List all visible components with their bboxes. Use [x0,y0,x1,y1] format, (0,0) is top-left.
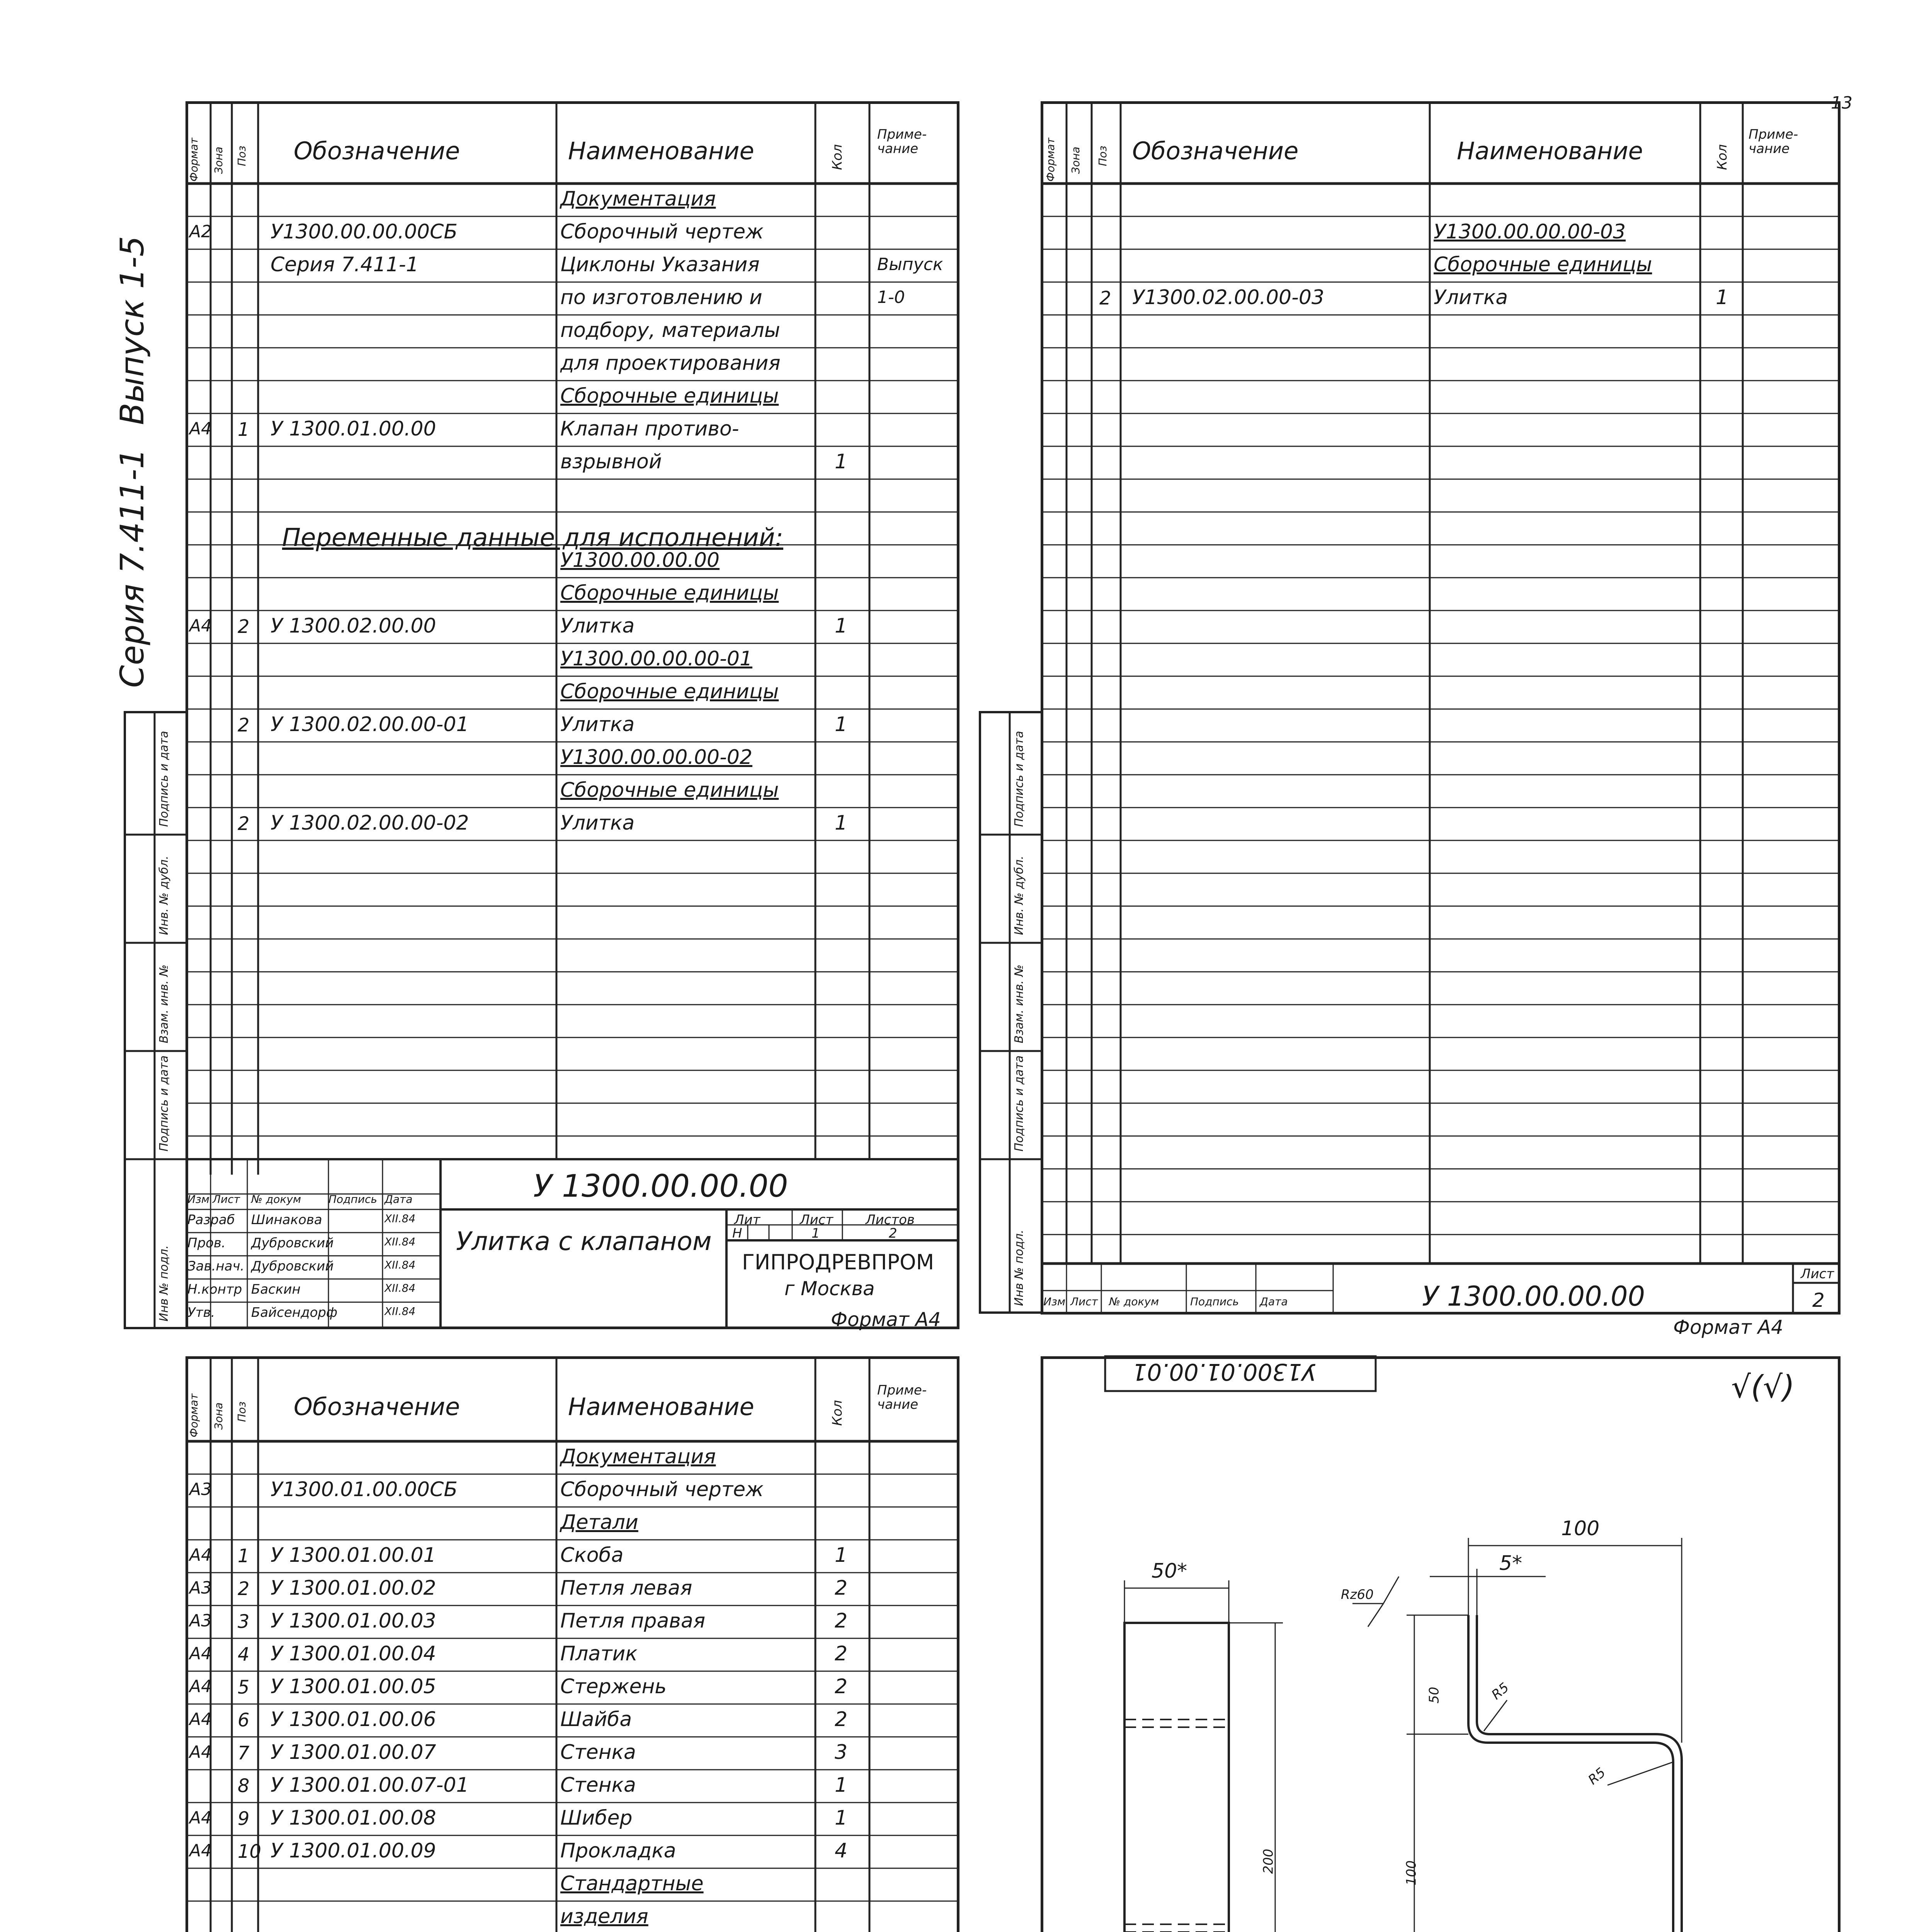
cell-designation: У 1300.01.00.00 [270,417,436,440]
cell-format: А4 [189,419,212,439]
cell-designation: У 1300.01.00.07-01 [270,1774,469,1797]
s1-hdr-format: Формат [187,138,200,182]
cell-name: изделия [560,1905,648,1928]
dim-rz60: Rz60 [1341,1587,1374,1602]
s1-sheets: 2 [889,1226,897,1241]
stamp-date-val: XII.84 [384,1235,416,1248]
cell-designation: У 1300.01.00.09 [270,1839,436,1862]
stamp-name: Шинакова [251,1212,322,1228]
cell-name: Прокладка [560,1839,676,1862]
cell-designation: У 1300.02.00.00-02 [270,811,469,835]
s1-hdr-pos: Поз [235,145,248,166]
side-stamp-label: Инв. № дубл. [1012,855,1026,935]
cell-name: Документация [560,1445,716,1468]
cell-designation: У 1300.02.00.00-01 [270,713,469,736]
cell-qty: 1 [835,1806,848,1830]
cell-designation: У1300.01.00.00СБ [270,1478,458,1501]
s3-hdr-designation: Обозначение [294,1393,460,1421]
s2-stamp-list: Лист [1070,1295,1098,1308]
cell-designation: Серия 7.411-1 [270,253,419,276]
cell-designation: У 1300.01.00.05 [270,1675,436,1698]
cell-designation: У 1300.02.00.00 [270,614,436,638]
s1-lit-label: Лит [734,1212,760,1228]
cell-name: У1300.00.00.00-01 [560,647,753,670]
cell-name: Сборочные единицы [560,779,779,802]
s2-stamp-date: Дата [1260,1295,1288,1308]
stamp-list: Лист [213,1193,240,1206]
s1-sheet: 1 [811,1226,820,1241]
cell-qty: 1 [835,450,848,473]
cell-pos: 7 [238,1742,250,1764]
cell-qty: 1 [835,1544,848,1567]
cell-name: Улитка [560,713,635,736]
s1-hdr-designation: Обозначение [294,137,460,165]
cell-name: Стержень [560,1675,667,1698]
cell-format: А3 [189,1480,212,1499]
cell-qty: 4 [835,1839,848,1862]
s1-hdr-note: Приме- чание [877,127,927,157]
s1-lit: Н [732,1226,742,1241]
stamp-role: Н.контр [187,1282,242,1297]
cell-pos: 4 [238,1644,250,1665]
cell-name: Стенка [560,1774,636,1797]
cell-pos: 1 [238,419,250,440]
dim-v100: 100 [1403,1860,1419,1886]
cell-designation: У 1300.01.00.02 [270,1577,436,1600]
stamp-name: Дубровский [251,1259,334,1274]
s2-stamp-izm: Изм [1043,1295,1065,1308]
stamp-role: Зав.нач. [187,1259,245,1274]
cell-name: Документация [560,187,716,211]
cell-name: Сборочный чертеж [560,1478,764,1501]
cell-name: Петля правая [560,1609,706,1633]
s2-title-doc: У 1300.00.00.00 [1422,1281,1645,1312]
cell-name: Платик [560,1642,638,1665]
cell-format: А2 [189,222,212,242]
side-stamp-label: Взам. инв. № [157,964,171,1043]
s1-hdr-qty: Кол [830,144,845,170]
cell-pos: 1 [238,1545,250,1567]
s2-stamp-doc: № докум [1109,1295,1159,1308]
s2-hdr-format: Формат [1044,138,1057,182]
cell-name: взрывной [560,450,662,473]
cell-designation: У 1300.01.00.04 [270,1642,436,1665]
dim-50: 50* [1152,1560,1187,1583]
cell-designation: У 1300.01.00.01 [270,1544,436,1567]
cell-name: У1300.00.00.00 [560,549,720,572]
cell-pos: 2 [238,616,250,638]
cell-name: по изготовлению и [560,286,762,309]
cell-designation: У 1300.01.00.03 [270,1609,436,1633]
cell-name: Сборочный чертеж [560,220,764,243]
s1-variable-data: Переменные данные для исполнений: [282,524,783,552]
stamp-role: Пров. [187,1235,226,1251]
cell-qty: 2 [835,1577,848,1600]
s3-hdr-pos: Поз [235,1401,248,1422]
cell-name: Скоба [560,1544,624,1567]
side-stamp-label: Инв № подл. [157,1245,171,1321]
cell-qty: 1 [835,614,848,638]
issue-label: Выпуск 1-5 [113,236,151,425]
cell-name: Улитка [560,614,635,638]
cell-format: А4 [189,1808,212,1828]
stamp-doc: № докум [251,1193,301,1206]
cell-qty: 3 [835,1741,848,1764]
stamp-date: Дата [384,1193,413,1206]
s1-hdr-name: Наименование [568,137,754,165]
stamp-role: Утв. [187,1305,215,1320]
s2-hdr-designation: Обозначение [1132,137,1299,165]
cell-qty: 1 [835,713,848,736]
stamp-name: Дубровский [251,1235,334,1251]
side-stamp-label: Взам. инв. № [1012,964,1026,1043]
cell-designation: У 1300.01.00.07 [270,1741,436,1764]
cell-name: Улитка [1434,286,1508,309]
cell-name: Стандартные [560,1872,704,1895]
dim-r5a: R5 [1488,1680,1512,1703]
cell-qty: 2 [835,1609,848,1633]
side-stamp-label: Подпись и дата [1012,731,1026,827]
cell-name: Циклоны Указания [560,253,760,276]
cell-format: А4 [189,1841,212,1861]
s3-hdr-note: Приме- чание [877,1383,927,1413]
cell-qty: 2 [835,1708,848,1731]
cell-qty: 2 [835,1675,848,1698]
cell-designation: У 1300.01.00.06 [270,1708,436,1731]
cell-qty: 1 [835,811,848,835]
cell-qty: 1 [1716,286,1729,309]
cell-qty: 1 [835,1774,848,1797]
s3-hdr-format: Формат [187,1393,200,1437]
side-stamp-label: Подпись и дата [157,731,171,827]
cell-pos: 2 [1099,287,1111,309]
stamp-name: Байсендорф [251,1305,338,1320]
s4-rotated-code: У1300.01.00.01 [1132,1358,1316,1385]
dim-r5b: R5 [1585,1765,1609,1788]
side-stamp-label: Подпись и дата [157,1055,171,1151]
cell-format: А4 [189,1742,212,1762]
s2-stamp-sign: Подпись [1190,1295,1239,1308]
s1-org: ГИПРОДРЕВПРОМ [742,1250,934,1274]
dim-100: 100 [1561,1517,1600,1540]
cell-note: 1-0 [877,287,905,307]
page-number: 13 [1831,93,1852,113]
side-stamp-label: Подпись и дата [1012,1055,1026,1151]
cell-name: Сборочные единицы [560,384,779,408]
s1-city: г Москва [784,1277,875,1300]
cell-pos: 5 [238,1677,250,1698]
stamp-date-val: XII.84 [384,1212,416,1225]
s1-title-doc: У 1300.00.00.00 [533,1168,788,1204]
cell-name: Стенка [560,1741,636,1764]
cell-designation: У1300.00.00.00СБ [270,220,458,243]
s2-hdr-zone: Зона [1069,146,1082,174]
cell-name: для проектирования [560,352,781,375]
cell-name: Шайба [560,1708,632,1731]
cell-name: Шибер [560,1806,633,1830]
stamp-sign: Подпись [328,1193,377,1206]
cell-pos: 2 [238,1578,250,1600]
cell-format: А3 [189,1578,212,1598]
cell-designation: У1300.02.00.00-03 [1132,286,1325,309]
cell-format: А4 [189,616,212,636]
s1-sheets-label: Листов [866,1212,915,1228]
cell-pos: 9 [238,1808,250,1830]
cell-name: Улитка [560,811,635,835]
cell-format: А4 [189,1644,212,1663]
cell-name: Петля левая [560,1577,692,1600]
dim-v50: 50 [1426,1687,1442,1704]
stamp-name: Баскин [251,1282,301,1297]
cell-designation: У 1300.01.00.08 [270,1806,436,1830]
stamp-date-val: XII.84 [384,1282,416,1294]
cell-pos: 6 [238,1709,250,1731]
side-stamp-label: Инв. № дубл. [157,855,171,935]
cell-name: подбору, материалы [560,319,780,342]
dim-5: 5* [1499,1552,1522,1575]
cell-qty: 2 [835,1642,848,1665]
series-label: Серия 7.411-1 [113,448,151,688]
s3-hdr-zone: Зона [212,1402,225,1430]
s1-format: Формат А4 [831,1308,941,1331]
cell-format: А4 [189,1545,212,1565]
dim-v200: 200 [1260,1849,1276,1874]
s2-sheet-no: 2 [1812,1289,1825,1311]
cell-name: Сборочные единицы [560,582,779,605]
cell-name: У1300.00.00.00-03 [1434,220,1626,243]
cell-name: У1300.00.00.00-02 [560,746,753,769]
cell-name: Детали [560,1511,638,1534]
stamp-date-val: XII.84 [384,1259,416,1271]
cell-name: Клапан противо- [560,417,739,440]
stamp-date-val: XII.84 [384,1305,416,1318]
cell-pos: 2 [238,813,250,835]
s1-sheet-label: Лист [800,1212,834,1228]
side-stamp-label: Инв № подл. [1012,1230,1026,1306]
cell-format: А3 [189,1611,212,1631]
cell-pos: 2 [238,714,250,736]
s2-format: Формат А4 [1673,1316,1783,1338]
s2-hdr-name: Наименование [1457,137,1643,165]
s2-hdr-pos: Поз [1096,145,1109,166]
s2-hdr-qty: Кол [1715,144,1730,170]
s2-sheet-label: Лист [1801,1266,1834,1282]
cell-pos: 8 [238,1775,250,1797]
cell-format: А4 [189,1709,212,1729]
cell-pos: 3 [238,1611,250,1633]
cell-note: Выпуск [877,255,943,274]
s3-hdr-qty: Кол [830,1400,845,1426]
s1-hdr-zone: Зона [212,146,225,174]
s4-roughness: √(√) [1731,1369,1795,1405]
s2-hdr-note: Приме- чание [1749,127,1798,157]
cell-format: А4 [189,1677,212,1696]
cell-name: Сборочные единицы [560,680,779,703]
stamp-role: Разраб [187,1212,235,1228]
cell-name: Сборочные единицы [1434,253,1652,276]
s3-hdr-name: Наименование [568,1393,754,1421]
s1-title-name: Улитка с клапаном [456,1226,712,1256]
cell-pos: 10 [238,1841,262,1862]
stamp-izm: Изм [187,1193,209,1206]
